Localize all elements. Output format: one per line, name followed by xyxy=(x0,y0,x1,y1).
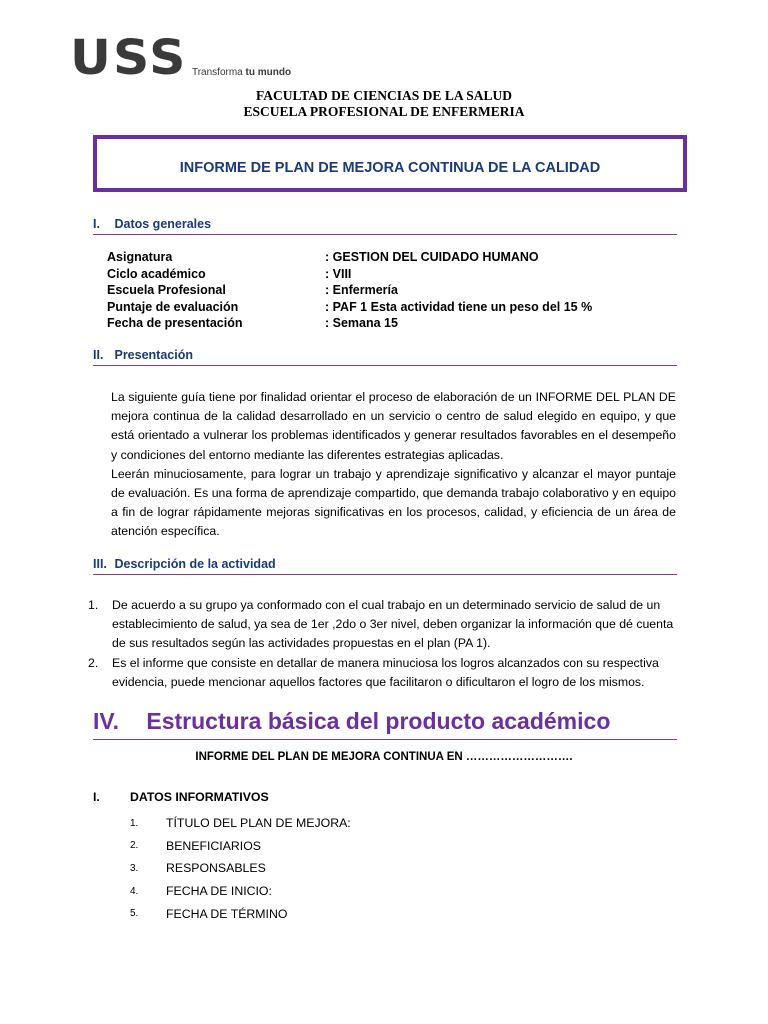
list-text: RESPONSABLES xyxy=(166,861,266,876)
list-number: 3. xyxy=(130,862,139,874)
section-number: III. xyxy=(93,557,107,571)
info-row xyxy=(107,299,592,316)
info-row xyxy=(107,282,592,299)
list-text: Es el informe que consiste en detallar de manera minuciosa los logros alcanzados con su respectiva evidencia, puede mencionar aquellos factores que facilitaron o dificultaron el logro de los mismos. xyxy=(112,655,659,689)
logo-mark: USS xyxy=(70,30,188,86)
info-value: : GESTION DEL CUIDADO HUMANO xyxy=(325,250,539,264)
list-text: FECHA DE INICIO: xyxy=(166,884,272,899)
section-number: IV. xyxy=(93,708,120,734)
info-row xyxy=(107,249,592,266)
school-name: ESCUELA PROFESIONAL DE ENFERMERIA xyxy=(243,104,525,119)
list-item xyxy=(130,902,351,925)
list-number: 2. xyxy=(130,840,139,852)
info-label: Escuela Profesional xyxy=(107,283,226,297)
datos-number: I. xyxy=(93,790,100,804)
list-number: 2. xyxy=(88,655,99,670)
list-text: TÍTULO DEL PLAN DE MEJORA: xyxy=(166,816,351,831)
section-heading-4 xyxy=(93,708,677,740)
info-value: : PAF 1 Esta actividad tiene un peso del 15 % xyxy=(325,299,593,314)
list-text: De acuerdo a su grupo ya conformado con el cual trabajo en un determinado servicio de salud de un establecimiento de salud, ya sea de 1er ,2do o 3er nivel, deben organizar la información que dé cuenta de sus resultados según las actividades propuestas en el plan (PA 1). xyxy=(112,598,674,651)
info-label: Ciclo académico xyxy=(107,266,206,281)
document-title: INFORME DE PLAN DE MEJORA CONTINUA DE LA CALIDAD xyxy=(179,159,601,176)
paragraph: La siguiente guía tiene por finalidad orientar el proceso de elaboración de un INFORME DEL PLAN DE mejora continua de la calidad desarrollado en un servicio o centro de salud elegido en equipo, y que está orientado a vulnerar los problemas identificados y generar resultados favorables en el desempeño y condiciones del entorno mediante las diferentes estrategias aplicadas. xyxy=(111,390,676,462)
section-number: I. xyxy=(93,217,100,231)
section-title: Presentación xyxy=(114,348,193,362)
faculty-header xyxy=(0,88,768,120)
list-item xyxy=(130,880,351,903)
tagline-bold: tu mundo xyxy=(245,67,292,78)
datos-title: DATOS INFORMATIVOS xyxy=(130,790,269,804)
list-item xyxy=(130,812,351,835)
info-label: Fecha de presentación xyxy=(107,316,243,330)
section-heading-2 xyxy=(93,348,677,366)
info-value: : VIII xyxy=(325,266,352,281)
list-text: BENEFICIARIOS xyxy=(166,838,261,853)
list-item xyxy=(130,857,351,880)
info-value: : Enfermería xyxy=(325,283,398,297)
info-value: : Semana 15 xyxy=(325,316,398,330)
faculty-name: FACULTAD DE CIENCIAS DE LA SALUD xyxy=(256,88,512,103)
logo-tagline xyxy=(192,67,291,78)
document-title-box xyxy=(93,135,687,192)
general-data-table xyxy=(107,249,592,332)
uss-logo xyxy=(70,30,292,86)
section-title: Estructura básica del producto académico xyxy=(146,708,611,734)
section-heading-3 xyxy=(93,557,677,575)
datos-list xyxy=(130,812,351,925)
list-number: 5. xyxy=(130,908,139,920)
section-title: Datos generales xyxy=(114,217,212,231)
info-label: Puntaje de evaluación xyxy=(107,299,239,314)
section-heading-1 xyxy=(93,217,677,235)
list-item xyxy=(88,654,678,692)
report-subtitle: INFORME DEL PLAN DE MEJORA CONTINUA EN ………………………. xyxy=(195,751,573,763)
info-row xyxy=(107,266,592,283)
section-title: Descripción de la actividad xyxy=(114,557,276,571)
list-item xyxy=(88,596,678,654)
activity-list xyxy=(88,596,678,692)
info-label: Asignatura xyxy=(107,250,173,264)
list-number: 4. xyxy=(130,885,139,897)
section-number: II. xyxy=(93,348,104,362)
paragraph: Leerán minuciosamente, para lograr un trabajo y aprendizaje significativo y alcanzar el mayor puntaje de evaluación. Es una forma de aprendizaje compartido, que demanda trabajo colaborativo y en equipo a fin de lograr rápidamente mejoras significativas en los procesos, calidad, y eficiencia de un área de atención específica. xyxy=(111,466,676,539)
list-text: FECHA DE TÉRMINO xyxy=(166,906,288,921)
tagline-light: Transforma xyxy=(191,67,243,78)
datos-heading xyxy=(93,790,269,804)
list-number: 1. xyxy=(130,817,139,829)
list-item xyxy=(130,835,351,858)
list-number: 1. xyxy=(88,598,99,612)
presentation-text xyxy=(111,388,676,542)
info-row xyxy=(107,315,592,332)
